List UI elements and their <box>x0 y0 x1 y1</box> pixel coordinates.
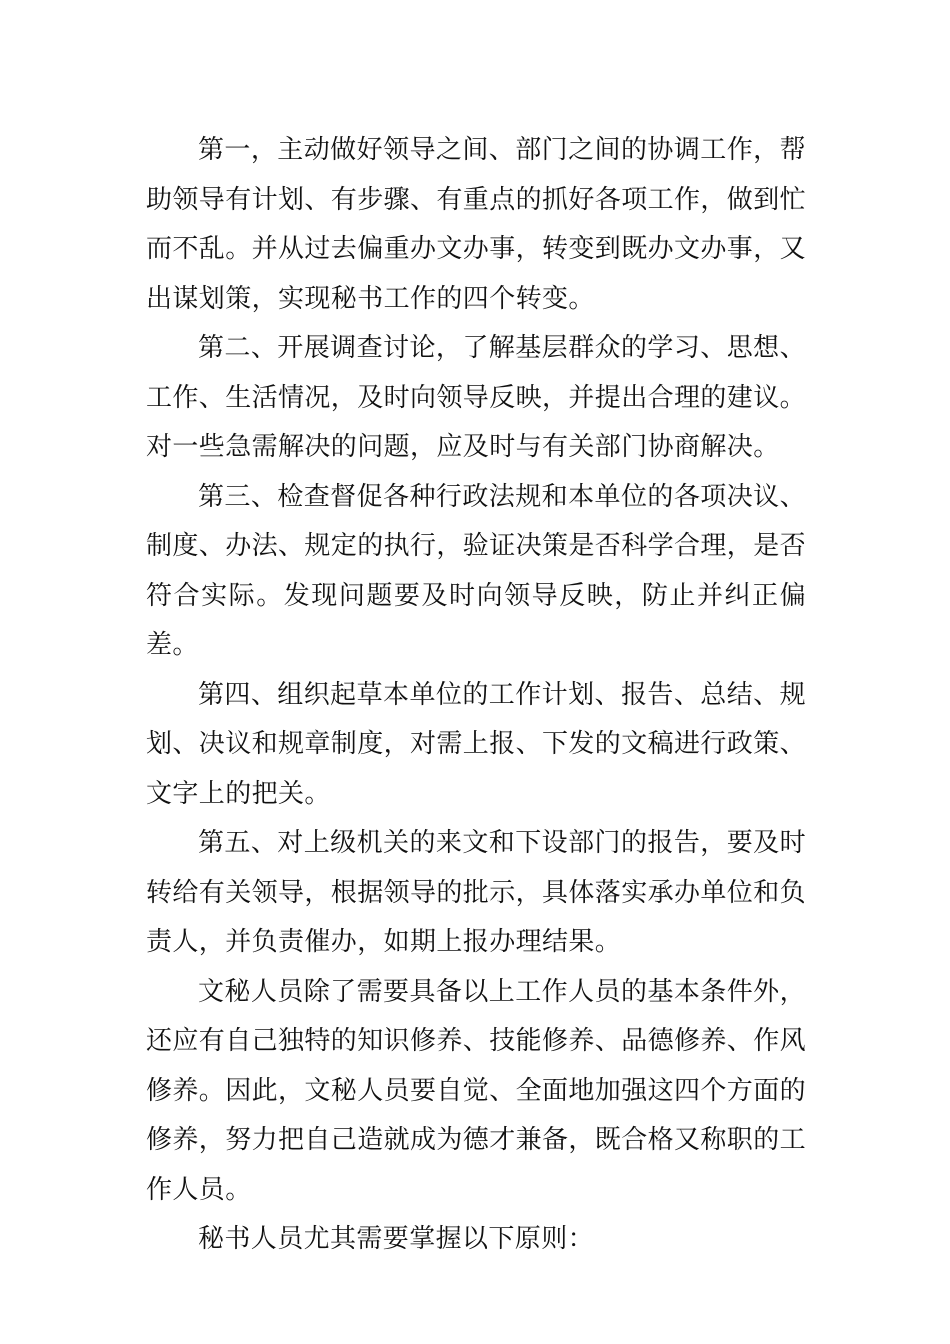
paragraph-4: 第四、组织起草本单位的工作计划、报告、总结、规划、决议和规章制度，对需上报、下发的文稿进行政策、文字上的把关。 <box>146 679 807 809</box>
paragraph-7: 秘书人员尤其需要掌握以下原则： <box>198 1224 595 1254</box>
paragraph-5: 第五、对上级机关的来文和下设部门的报告，要及时转给有关领导，根据领导的批示，具体落实承办单位和负责人，并负责催办，如期上报办理结果。 <box>146 828 807 957</box>
paragraph-1: 第一，主动做好领导之间、部门之间的协调工作，帮助领导有计划、有步骤、有重点的抓好各项工作，做到忙而不乱。并从过去偏重办文办事，转变到既办文办事，又出谋划策，实现秘书工作的四个转变。 <box>146 135 807 314</box>
paragraph-3: 第三、检查督促各种行政法规和本单位的各项决议、制度、办法、规定的执行，验证决策是否科学合理，是否符合实际。发现问题要及时向领导反映，防止并纠正偏差。 <box>146 481 807 660</box>
document-body <box>146 126 806 1265</box>
paragraph-2: 第二、开展调查讨论，了解基层群众的学习、思想、工作、生活情况，及时向领导反映，并提出合理的建议。对一些急需解决的问题，应及时与有关部门协商解决。 <box>146 333 807 462</box>
paragraph-6: 文秘人员除了需要具备以上工作人员的基本条件外，还应有自己独特的知识修养、技能修养、品德修养、作风修养。因此，文秘人员要自觉、全面地加强这四个方面的修养，努力把自己造就成为德才兼备，既合格又称职的工作人员。 <box>146 976 807 1205</box>
